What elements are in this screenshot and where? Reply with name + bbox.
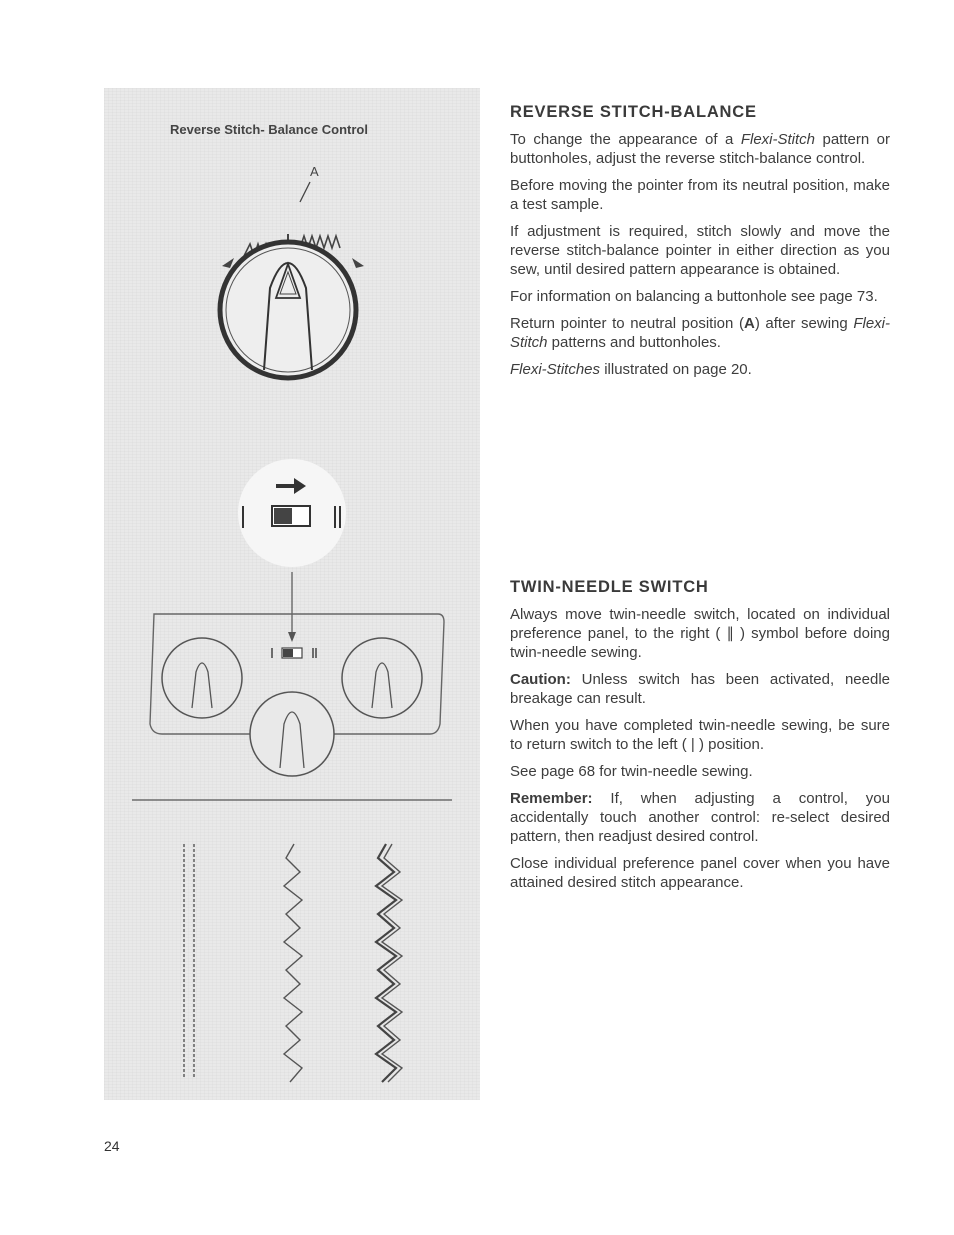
paragraph: When you have completed twin-needle sewing, be sure to return switch to the left ( | ) position. — [510, 717, 890, 753]
page-number: 24 — [104, 1138, 120, 1154]
paragraph: Remember: If, when adjusting a control, you accidentally touch another control: re-select desired pattern, then readjust desired control. — [510, 790, 890, 845]
heading-reverse-stitch-balance: REVERSE STITCH-BALANCE — [510, 103, 757, 121]
section-reverse-stitch-balance — [510, 103, 890, 387]
paragraph: Before moving the pointer from its neutral position, make a test sample. — [510, 177, 890, 213]
paragraph: Close individual preference panel cover when you have attained desired stitch appearance. — [510, 855, 890, 891]
heading-twin-needle-switch: TWIN-NEEDLE SWITCH — [510, 578, 709, 596]
twin-needle-switch-detail — [238, 459, 346, 567]
paragraph: Caution: Unless switch has been activated, needle breakage can result. — [510, 671, 890, 707]
illustration-panel — [104, 88, 480, 1100]
stitch-samples — [184, 844, 402, 1082]
paragraph: Return pointer to neutral position (A) after sewing Flexi-Stitch patterns and buttonholes. — [510, 315, 890, 351]
pointer-label-a: A — [310, 164, 319, 179]
paragraph: See page 68 for twin-needle sewing. — [510, 763, 753, 780]
paragraph: For information on balancing a buttonhole see page 73. — [510, 288, 878, 305]
section-twin-needle-switch — [510, 578, 890, 900]
paragraph: If adjustment is required, stitch slowly and move the reverse stitch-balance pointer in either direction as you sew, until desired pattern appearance is obtained. — [510, 223, 890, 278]
illustration-drawing — [104, 88, 480, 1100]
paragraph: Always move twin-needle switch, located on individual preference panel, to the right ( ∥ ) symbol before doing twin-needle sewing. — [510, 606, 890, 661]
preference-panel — [150, 614, 444, 776]
paragraph: To change the appearance of a Flexi-Stitch pattern or buttonholes, adjust the reverse stitch-balance control. — [510, 131, 890, 167]
figure-caption: Reverse Stitch- Balance Control — [170, 122, 368, 137]
paragraph: Flexi-Stitches illustrated on page 20. — [510, 361, 752, 378]
stitch-balance-dial — [220, 242, 356, 378]
